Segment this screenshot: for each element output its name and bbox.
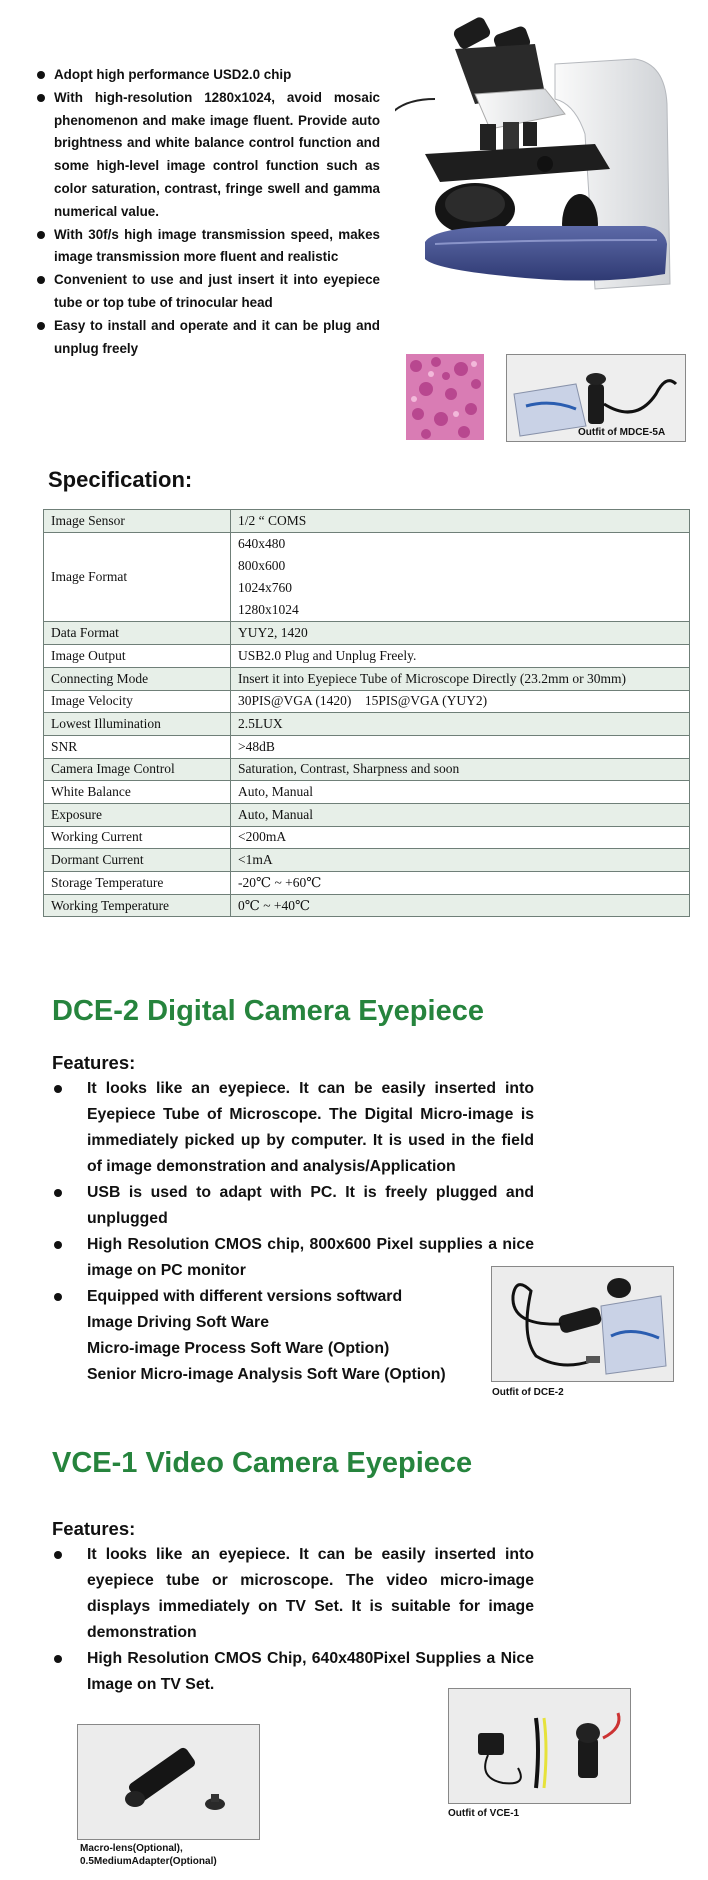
table-row [44, 826, 690, 849]
format-value: 1024x760 [238, 580, 292, 596]
format-value: 640x480 [238, 535, 286, 551]
spec-key: Working Temperature [44, 894, 231, 917]
table-row [44, 510, 690, 533]
spec-value: Auto, Manual [231, 781, 690, 804]
spec-value: 0℃ ~ +40℃ [231, 894, 690, 917]
feature-item: It looks like an eyepiece. It can be easily inserted into Eyepiece Tube of Microscope. The Digital Micro-image is immediately picked up by computer. It is used in the field of image demonstration and analysis/Application [52, 1076, 534, 1180]
table-row [44, 803, 690, 826]
spec-value: YUY2, 1420 [231, 622, 690, 645]
feature-item [52, 1284, 534, 1388]
macro-caption-line2: 0.5MediumAdapter(Optional) [80, 1856, 217, 1867]
software-item: Micro-image Process Soft Ware (Option) [87, 1340, 390, 1357]
vce1-feature-list [52, 1542, 534, 1698]
spec-value: 30PIS@VGA (1420) 15PIS@VGA (YUY2) [231, 690, 690, 713]
spec-key: Working Current [44, 826, 231, 849]
format-value: 800x600 [238, 557, 286, 573]
dce2-outfit-image [491, 1266, 674, 1382]
vce1-outfit-image [448, 1688, 631, 1804]
spec-value: -20℃ ~ +60℃ [231, 872, 690, 895]
feature-item: With high-resolution 1280x1024, avoid mosaic phenomenon and make image fluent. Provide auto brightness and white balance control function and some high-level image control function such as color saturation, contrast, fringe swell and gamma numerical value. [34, 87, 380, 224]
top-feature-list [34, 64, 380, 360]
table-row [44, 713, 690, 736]
table-row [44, 690, 690, 713]
microscope-image [395, 4, 707, 338]
macro-caption-line1: Macro-lens(Optional), [80, 1843, 183, 1854]
table-row [44, 872, 690, 895]
table-row [44, 781, 690, 804]
spec-table [43, 509, 690, 917]
table-row [44, 622, 690, 645]
vce1-title: VCE-1 Video Camera Eyepiece [52, 1447, 473, 1479]
spec-key: White Balance [44, 781, 231, 804]
feature-item: Easy to install and operate and it can be plug and unplug freely [34, 315, 380, 361]
feature-item: High Resolution CMOS Chip, 640x480Pixel Supplies a Nice Image on TV Set. [52, 1646, 534, 1698]
software-item: Image Driving Soft Ware [87, 1314, 269, 1331]
vce1-caption: Outfit of VCE-1 [448, 1808, 520, 1819]
software-heading: Equipped with different versions softward [87, 1288, 403, 1305]
spec-value: 2.5LUX [231, 713, 690, 736]
spec-value: <1mA [231, 849, 690, 872]
spec-value [231, 532, 690, 622]
format-value: 1280x1024 [238, 602, 299, 618]
dce2-feature-list [52, 1076, 534, 1388]
table-row [44, 532, 690, 622]
table-row [44, 758, 690, 781]
feature-item: High Resolution CMOS chip, 800x600 Pixel supplies a nice image on PC monitor [52, 1232, 534, 1284]
mdce-caption: Outfit of MDCE-5A [578, 427, 666, 438]
spec-key: Image Output [44, 645, 231, 668]
spec-key: Data Format [44, 622, 231, 645]
spec-key: Storage Temperature [44, 872, 231, 895]
spec-value: Saturation, Contrast, Sharpness and soon [231, 758, 690, 781]
dce2-features-label: Features: [52, 1052, 136, 1073]
software-item: Senior Micro-image Analysis Soft Ware (Option) [87, 1366, 446, 1383]
feature-item: With 30f/s high image transmission speed, makes image transmission more fluent and realistic [34, 224, 380, 270]
vce1-features-label: Features: [52, 1518, 136, 1539]
spec-key: Camera Image Control [44, 758, 231, 781]
feature-item: It looks like an eyepiece. It can be easily inserted into eyepiece tube or microscope. The video micro-image displays immediately on TV Set. It is suitable for image demonstration [52, 1542, 534, 1646]
tissue-sample-image [406, 354, 484, 440]
spec-value: 1/2 “ COMS [231, 510, 690, 533]
feature-item: Adopt high performance USD2.0 chip [34, 64, 380, 87]
spec-value: >48dB [231, 735, 690, 758]
table-row [44, 894, 690, 917]
spec-value: Auto, Manual [231, 803, 690, 826]
spec-key: Dormant Current [44, 849, 231, 872]
spec-key: Exposure [44, 803, 231, 826]
macro-lens-image [77, 1724, 260, 1840]
spec-key: Connecting Mode [44, 667, 231, 690]
table-row [44, 645, 690, 668]
spec-value: USB2.0 Plug and Unplug Freely. [231, 645, 690, 668]
table-row [44, 667, 690, 690]
spec-key: SNR [44, 735, 231, 758]
spec-key: Image Format [44, 532, 231, 622]
dce2-caption: Outfit of DCE-2 [492, 1387, 564, 1398]
table-row [44, 849, 690, 872]
spec-key: Lowest Illumination [44, 713, 231, 736]
dce2-title: DCE-2 Digital Camera Eyepiece [52, 995, 484, 1027]
spec-title: Specification: [48, 467, 193, 492]
table-row [44, 735, 690, 758]
spec-value: <200mA [231, 826, 690, 849]
feature-item: Convenient to use and just insert it into eyepiece tube or top tube of trinocular head [34, 269, 380, 315]
spec-key: Image Sensor [44, 510, 231, 533]
feature-item: USB is used to adapt with PC. It is freely plugged and unplugged [52, 1180, 534, 1232]
spec-value: Insert it into Eyepiece Tube of Microscope Directly (23.2mm or 30mm) [231, 667, 690, 690]
spec-key: Image Velocity [44, 690, 231, 713]
